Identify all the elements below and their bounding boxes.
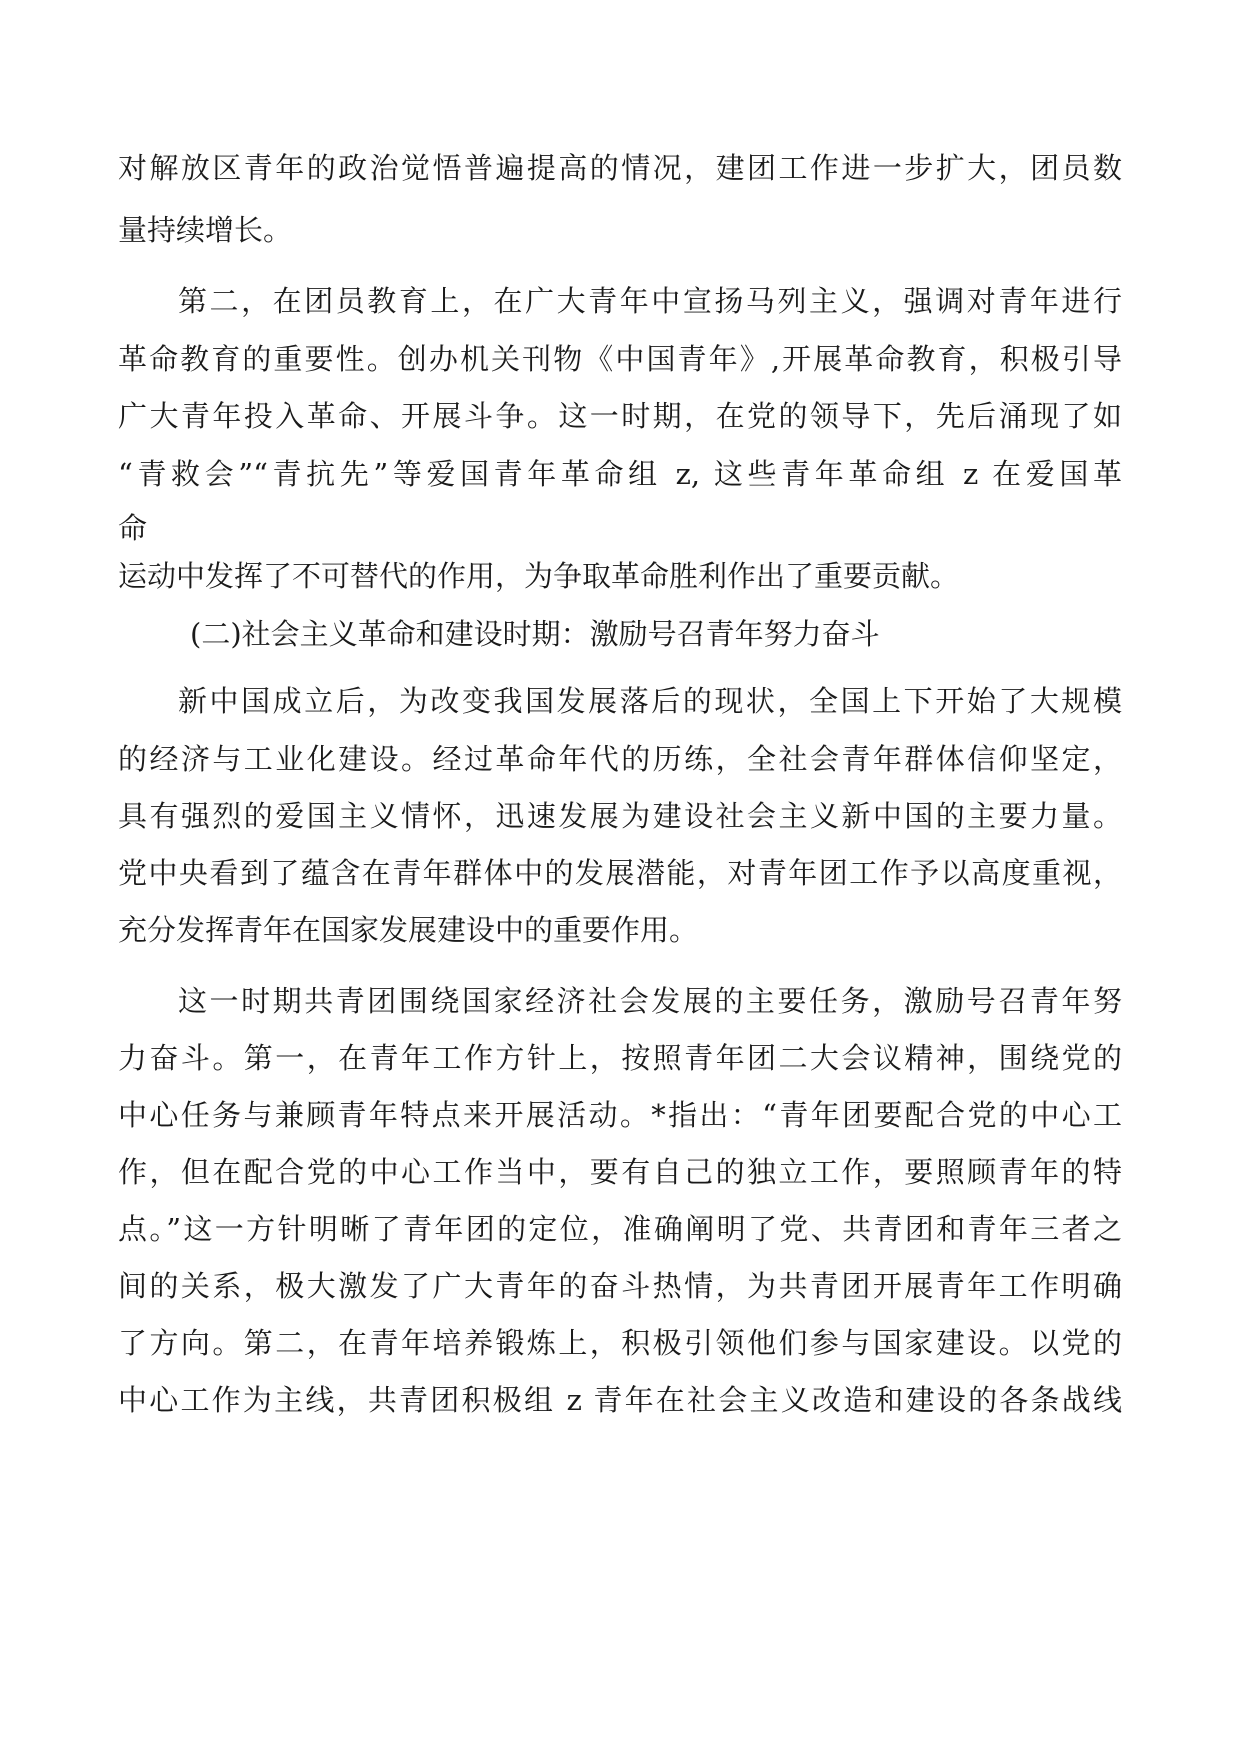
paragraph-line: 了方向。第二，在青年培养锻炼上，积极引领他们参与国家建设。以党的 [118,1326,1122,1360]
paragraph-line: “青救会”“青抗先”等爱国青年革命组 z, 这些青年革命组 z 在爱国革 [118,457,1122,491]
paragraph-line: 第二，在团员教育上，在广大青年中宣扬马列主义，强调对青年进行 [178,284,1122,318]
paragraph-line: 具有强烈的爱国主义情怀，迅速发展为建设社会主义新中国的主要力量。 [118,799,1122,833]
paragraph-line: 广大青年投入革命、开展斗争。这一时期，在党的领导下，先后涌现了如 [118,399,1122,433]
paragraph-line: 作，但在配合党的中心工作当中，要有自己的独立工作，要照顾青年的特 [118,1155,1122,1189]
paragraph-line: 点。”这一方针明晰了青年团的定位，准确阐明了党、共青团和青年三者之 [118,1212,1122,1246]
paragraph-line: 对解放区青年的政治觉悟普遍提高的情况，建团工作进一步扩大，团员数 [118,151,1122,185]
paragraph-line: 的经济与工业化建设。经过革命年代的历练，全社会青年群体信仰坚定， [118,742,1122,776]
paragraph-line: 量持续增长。 [118,213,293,247]
paragraph-line: 中心工作为主线，共青团积极组 z 青年在社会主义改造和建设的各条战线 [118,1383,1122,1417]
paragraph-line: 力奋斗。第一，在青年工作方针上，按照青年团二大会议精神，围绕党的 [118,1041,1122,1075]
paragraph-line: 充分发挥青年在国家发展建设中的重要作用。 [118,913,699,947]
paragraph-line: 命 [118,511,148,545]
section-heading: (二)社会主义革命和建设时期：激励号召青年努力奋斗 [190,617,880,651]
paragraph-line: 新中国成立后，为改变我国发展落后的现状，全国上下开始了大规模 [178,684,1122,718]
paragraph-line: 间的关系，极大激发了广大青年的奋斗热情，为共青团开展青年工作明确 [118,1269,1122,1303]
paragraph-line: 革命教育的重要性。创办机关刊物《中国青年》,开展革命教育，积极引导 [118,342,1122,376]
paragraph-line: 党中央看到了蕴含在青年群体中的发展潜能，对青年团工作予以高度重视， [118,856,1122,890]
paragraph-line: 这一时期共青团围绕国家经济社会发展的主要任务，激励号召青年努 [178,984,1122,1018]
paragraph-line: 中心任务与兼顾青年特点来开展活动。*指出：“青年团要配合党的中心工 [118,1098,1122,1132]
paragraph-line: 运动中发挥了不可替代的作用，为争取革命胜利作出了重要贡献。 [118,559,960,593]
